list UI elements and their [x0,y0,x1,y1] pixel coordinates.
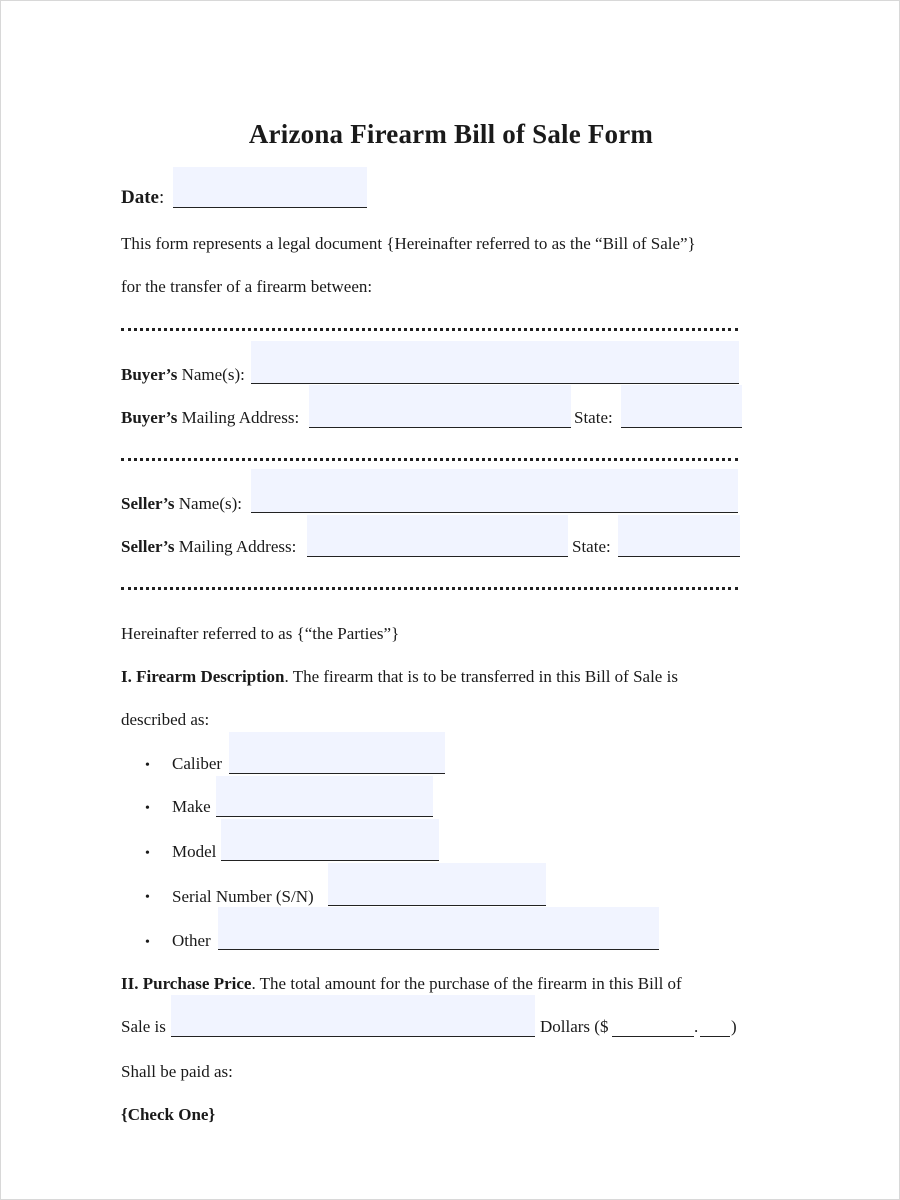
page-title: Arizona Firearm Bill of Sale Form [248,119,654,149]
model-input[interactable] [221,819,439,860]
seller-state-input[interactable] [618,515,740,556]
close-paren: ) [731,1017,737,1036]
buyer-state-label: State: [574,408,613,427]
intro-line-2: for the transfer of a firearm between: [121,277,373,296]
seller-name-label-bold: Seller’s [121,494,175,513]
buyer-name-label-rest: Name(s): [177,365,245,384]
check-one-label: {Check One} [121,1105,216,1124]
parties-line: Hereinafter referred to as {“the Parties”} [121,624,400,643]
caliber-field[interactable] [229,732,445,774]
section1-line [121,667,678,687]
sale-amount-words-input[interactable] [171,995,535,1036]
buyer-address-label [121,408,299,428]
cents-dot: . [694,1017,699,1036]
serial-number-label: Serial Number (S/N) [172,887,314,906]
make-input[interactable] [216,776,433,816]
section1-heading: I. Firearm Description [121,667,285,686]
seller-name-field[interactable] [251,469,738,513]
intro-line-1: This form represents a legal document {Hereinafter referred to as the “Bill of Sale”} [121,234,696,253]
make-field[interactable] [216,776,433,817]
seller-address-label-rest: Mailing Address: [174,537,297,556]
seller-address-label-bold: Seller’s [121,537,175,556]
section2-line [121,974,682,994]
make-label: Make [172,797,211,816]
bullet: • [145,935,150,950]
seller-address-label [121,537,296,557]
model-field[interactable] [221,819,439,861]
bullet: • [145,846,150,861]
seller-name-label-rest: Name(s): [174,494,243,513]
dotted-divider-3 [121,587,738,590]
cents-input[interactable] [700,1017,730,1036]
buyer-address-input[interactable] [309,385,571,427]
model-label: Model [172,842,217,861]
caliber-input[interactable] [229,732,445,773]
buyer-name-label-bold: Buyer’s [121,365,178,384]
buyer-name-label [121,365,245,385]
paid-as-label: Shall be paid as: [121,1062,233,1081]
seller-address-field[interactable] [307,515,568,557]
date-field[interactable] [173,167,367,208]
buyer-name-input[interactable] [251,341,739,383]
buyer-name-field[interactable] [251,341,739,384]
dollars-label: Dollars ($ [540,1017,609,1036]
section1-text: . The firearm that is to be transferred in this Bill of Sale is [284,667,678,686]
bullet: • [145,758,150,773]
sale-amount-words-field[interactable] [171,995,535,1037]
date-label: Date [121,187,159,208]
bullet: • [145,890,150,905]
buyer-state-input[interactable] [621,385,742,427]
buyer-address-label-bold: Buyer’s [121,408,178,427]
dotted-divider-1 [121,328,738,331]
section2-text: . The total amount for the purchase of the firearm in this Bill of [251,974,682,993]
date-colon: : [158,187,165,208]
dollars-input[interactable] [612,1017,694,1036]
other-input[interactable] [218,907,659,949]
buyer-address-field[interactable] [309,385,571,428]
date-label-row [121,187,164,209]
other-label: Other [172,931,211,950]
section2-heading: II. Purchase Price [121,974,252,993]
seller-state-field[interactable] [618,515,740,557]
seller-name-input[interactable] [251,469,738,512]
dotted-divider-2 [121,458,738,461]
seller-name-label [121,494,242,514]
date-input[interactable] [173,167,367,207]
dollars-field[interactable] [612,1017,694,1037]
caliber-label: Caliber [172,754,223,773]
section1-text-2: described as: [121,710,210,729]
bullet: • [145,801,150,816]
buyer-address-label-rest: Mailing Address: [177,408,300,427]
sale-is-label: Sale is [121,1017,166,1036]
seller-address-input[interactable] [307,515,568,556]
other-field[interactable] [218,907,659,950]
serial-number-field[interactable] [328,863,546,906]
serial-number-input[interactable] [328,863,546,905]
cents-field[interactable] [700,1017,730,1037]
seller-state-label: State: [572,537,611,556]
buyer-state-field[interactable] [621,385,742,428]
